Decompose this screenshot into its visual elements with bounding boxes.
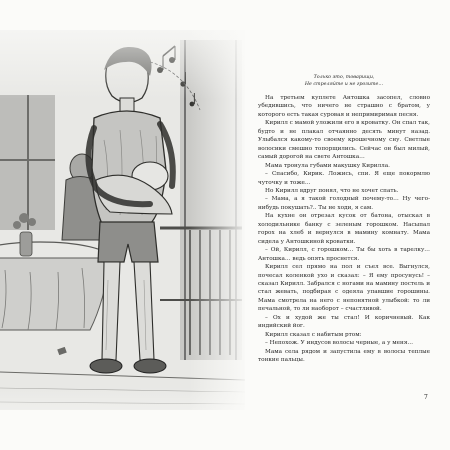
- body-text: [258, 94, 430, 365]
- paragraph: – Непохож. У индусов волосы черные, а у меня…: [265, 340, 414, 347]
- paragraph: Мама села рядом и запустила ему в волосы теплые тонкие пальцы.: [258, 348, 430, 364]
- paragraph: На кухне он отрезал кусок от батона, отыскал в холодильнике банку с зеленым горошком. Насыпал горох на хлеб и вернулся в мамину комнату. Мама сидела у Антошкиной кроватки.: [258, 213, 430, 245]
- paragraph: – Ох и худой же ты стал! И коричневый. Как индийский йог.: [258, 314, 430, 330]
- paragraph: – Мама, а я такой голодный почему-то… Ну чего-нибудь покушать?.. Ты не ходи, я сам.: [258, 196, 430, 211]
- page-number: 7: [424, 394, 428, 401]
- paragraph: – Спасибо, Кирик. Ложись, спи. Я еще покормлю чуточку и тоже…: [258, 171, 430, 186]
- text-column: [258, 74, 430, 365]
- paragraph: Кирилл с мамой уложили его в кроватку. Он спал так, будто и не плакал отчаянно десять минут назад. Улыбался какому-то своему крошечному сну. Светлые волосики смешно топорщились. Сейчас он был милый, самый дорогой на свете Антошка…: [258, 120, 430, 161]
- paragraph: – Ой, Кирилл, с горошком… Ты бы хоть в тарелку… Антошка… ведь опять проснется.: [258, 247, 430, 262]
- paragraph: На третьем куплете Антошка засопел, словно убедившись, что ничего не страшно с братом, у которого есть такая суровая и непримиримая песня.: [258, 95, 430, 118]
- paragraph: Кирилл сказал с набитым ртом:: [265, 331, 362, 338]
- epigraph-line: Только это, товарищи,: [313, 75, 375, 80]
- epigraph-line: Не стреляйте и не грозите…: [304, 82, 384, 87]
- epigraph: [258, 74, 430, 88]
- paragraph: Кирилл сел прямо на пол и съел все. Выгнулся, почесал коленкой ухо и сказал: – Я ему просунусь! – сказал Кирилл. Забрался с ногами на мамину постель и стал жевать, подбирая с одеяла упавшие горошины. Мама смотрела на него с непонятной улыбкой: то ли печальной, то ли наоборот – счастливой.: [258, 264, 430, 313]
- paragraph: Но Кирилл вдруг понял, что не хочет спать.: [265, 187, 399, 194]
- paragraph: Мама тронула губами макушку Кирилла.: [265, 162, 390, 169]
